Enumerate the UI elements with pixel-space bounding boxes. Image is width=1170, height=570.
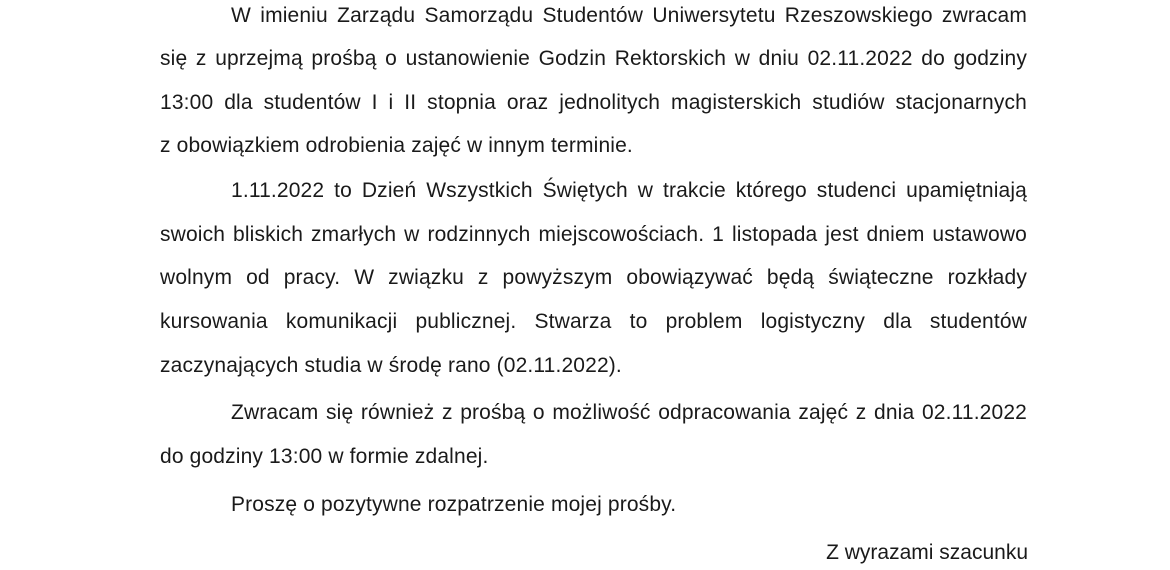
- text-line: 1.11.2022 to Dzień Wszystkich Świętych w trakcie którego studenci upamiętniają: [231, 179, 1027, 202]
- closing-signoff: Z wyrazami szacunku: [826, 541, 1028, 564]
- text-line: się z uprzejmą prośbą o ustanowienie Godzin Rektorskich w dniu 02.11.2022 do godziny: [160, 47, 1027, 70]
- text-line: Proszę o pozytywne rozpatrzenie mojej prośby.: [231, 493, 677, 516]
- text-line: do godziny 13:00 w formie zdalnej.: [160, 445, 489, 468]
- text-line: kursowania komunikacji publicznej. Stwarza to problem logistyczny dla studentów: [160, 310, 1027, 333]
- text-line: z obowiązkiem odrobienia zajęć w innym terminie.: [160, 134, 633, 157]
- text-line: Zwracam się również z prośbą o możliwość odpracowania zajęć z dnia 02.11.2022: [231, 401, 1027, 424]
- text-line: zaczynających studia w środę rano (02.11.2022).: [160, 354, 622, 377]
- text-line: swoich bliskich zmarłych w rodzinnych miejscowościach. 1 listopada jest dniem ustawowo: [160, 223, 1027, 246]
- text-line: W imieniu Zarządu Samorządu Studentów Uniwersytetu Rzeszowskiego zwracam: [231, 4, 1027, 27]
- text-line: 13:00 dla studentów I i II stopnia oraz jednolitych magisterskich studiów stacjonarnych: [160, 91, 1027, 114]
- text-line: wolnym od pracy. W związku z powyższym obowiązywać będą świąteczne rozkłady: [160, 266, 1027, 289]
